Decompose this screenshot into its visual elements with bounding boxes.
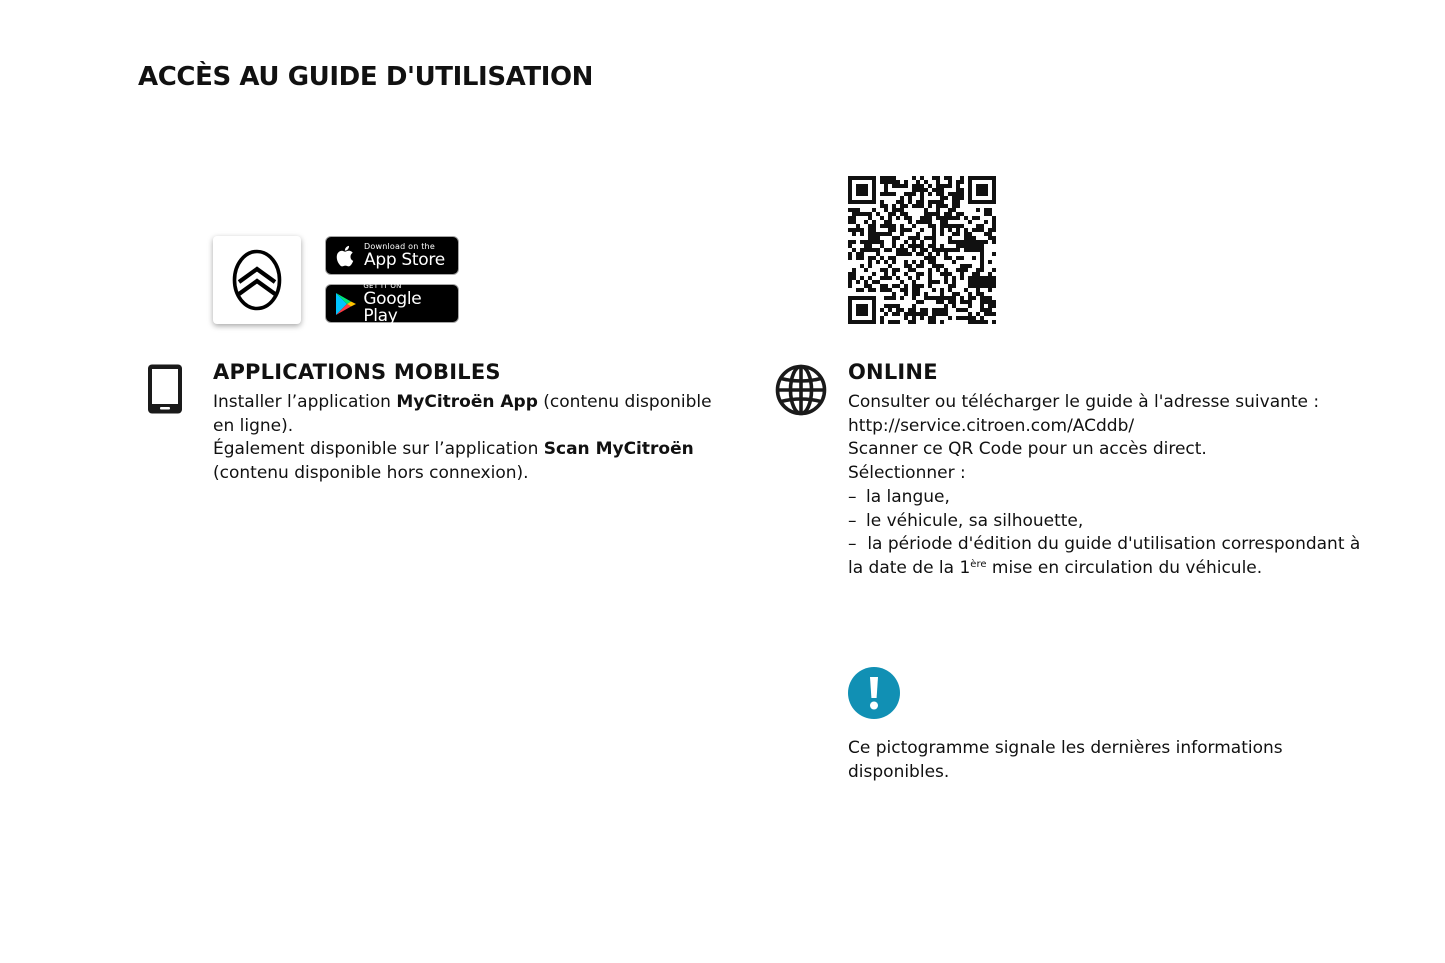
list-dash: – xyxy=(848,486,857,507)
globe-icon xyxy=(774,363,828,417)
smartphone-icon xyxy=(146,363,184,415)
exclamation-icon xyxy=(848,667,900,719)
apple-icon xyxy=(334,243,358,269)
guide-url-link[interactable]: http://service.citroen.com/ACddb/ xyxy=(848,415,1135,436)
list-item xyxy=(848,486,1368,510)
list-item-text: la période d'édition du guide d'utilisation correspondant à la date de la 1 xyxy=(848,534,1361,578)
apps-line2-text: Également disponible sur l’application xyxy=(213,439,544,460)
app-store-big-text: App Store xyxy=(364,249,445,270)
list-item-suffix: mise en circulation du véhicule. xyxy=(986,557,1263,578)
online-text xyxy=(848,391,1368,581)
list-dash: – xyxy=(848,534,868,555)
apps-line2-suffix: (contenu disponible hors connexion). xyxy=(213,463,529,484)
qr-modules xyxy=(848,176,996,324)
select-label: Sélectionner : xyxy=(848,463,966,484)
google-play-small-text: GET IT ON xyxy=(363,281,402,290)
google-play-big-text: Google Play xyxy=(363,288,422,326)
apps-line1-suffix: (contenu disponible en ligne). xyxy=(213,392,712,436)
google-play-badge[interactable] xyxy=(325,281,459,326)
apps-paragraph-2 xyxy=(213,438,723,485)
applications-mobiles-heading: APPLICATIONS MOBILES xyxy=(213,360,501,384)
page-title: ACCÈS AU GUIDE D'UTILISATION xyxy=(138,62,594,92)
apps-line1-text: Installer l’application xyxy=(213,392,397,412)
app-store-small-text: Download on the xyxy=(364,241,435,251)
list-item xyxy=(848,533,1368,580)
list-item-text: la langue, xyxy=(866,486,950,507)
note-text: Ce pictogramme signale les dernières informations disponibles. xyxy=(848,738,1283,782)
applications-mobiles-text xyxy=(213,391,723,486)
apps-paragraph-1 xyxy=(213,391,723,438)
qr-instruction: Scanner ce QR Code pour un accès direct. xyxy=(848,439,1207,460)
mycitroen-app-icon[interactable] xyxy=(213,236,301,324)
app-store-badge[interactable] xyxy=(325,236,459,275)
online-heading: ONLINE xyxy=(848,360,938,384)
google-play-icon xyxy=(334,291,357,317)
list-dash: – xyxy=(848,510,857,531)
list-item xyxy=(848,510,1368,534)
scan-mycitroen-name: Scan MyCitroën xyxy=(543,439,694,460)
list-item-text: le véhicule, sa silhouette, xyxy=(866,510,1084,531)
qr-code[interactable] xyxy=(848,176,996,324)
superscript-ere: ère xyxy=(970,558,987,570)
mycitroen-app-name: MyCitroën App xyxy=(396,392,538,412)
online-intro: Consulter ou télécharger le guide à l'adresse suivante : xyxy=(848,392,1320,412)
citroen-logo-icon xyxy=(231,248,283,312)
